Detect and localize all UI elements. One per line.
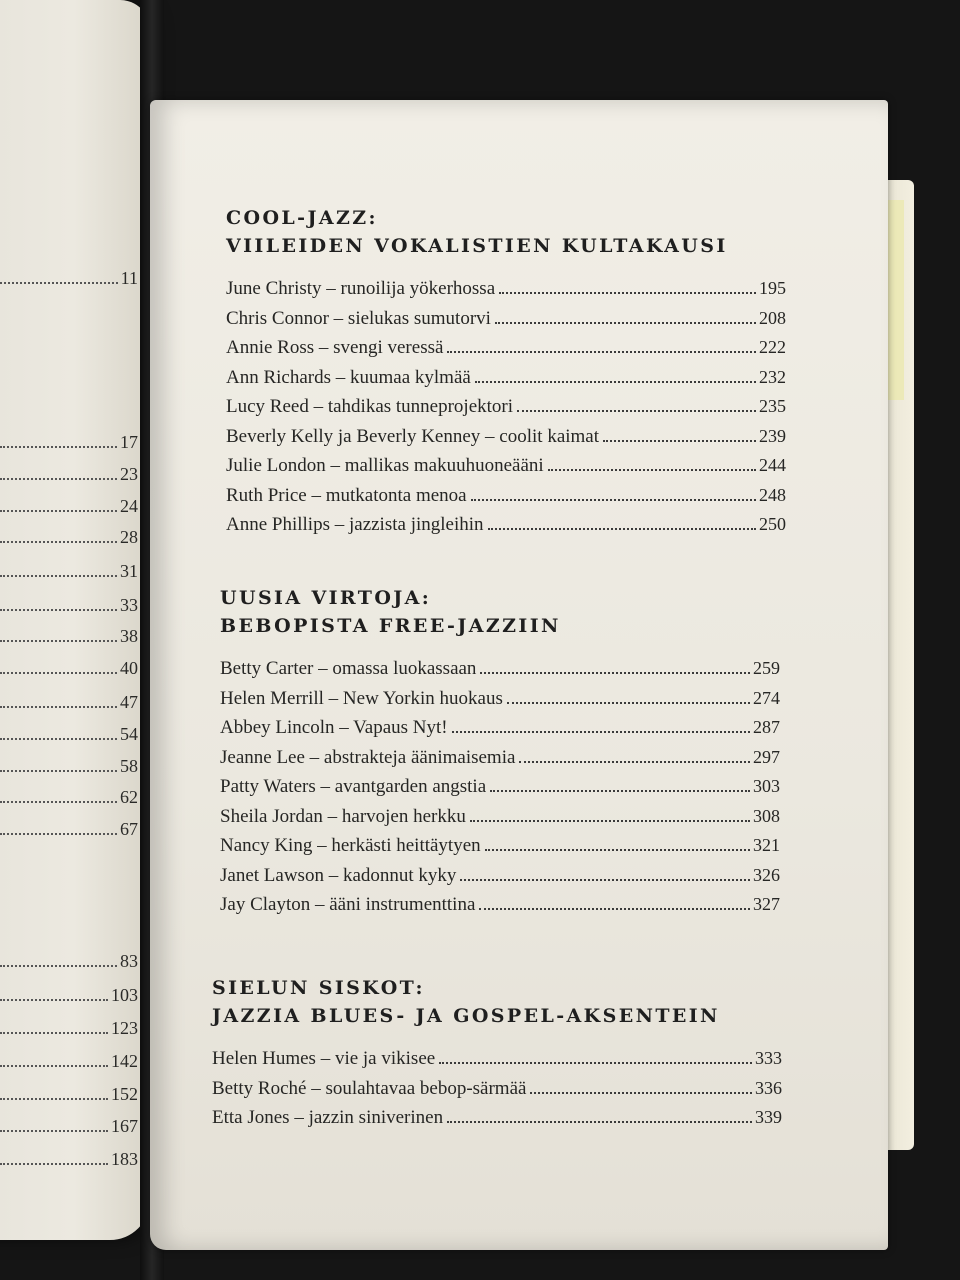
toc-entry-list [212, 1048, 782, 1137]
entry-title: Patty Waters – avantgarden angstia [220, 776, 487, 797]
section-heading [220, 584, 780, 640]
toc-entry-list [220, 658, 780, 924]
toc-entry [212, 1107, 782, 1137]
entry-title: Helen Humes – vie ja vikisee [212, 1048, 436, 1069]
section-heading [212, 974, 782, 1030]
left-toc-entry [0, 527, 138, 548]
left-toc-entry [0, 432, 138, 453]
page-number: 183 [111, 1149, 138, 1169]
page-number: 142 [111, 1051, 138, 1071]
leader-dots [517, 410, 756, 412]
page-number: 339 [755, 1107, 782, 1127]
toc-entry [220, 717, 780, 747]
left-toc-entry [0, 626, 138, 647]
leader-dots [460, 879, 750, 881]
toc-entry [226, 455, 786, 485]
page-number: 327 [753, 894, 780, 914]
page-number: 274 [753, 687, 780, 708]
entry-title: Ruth Price – mutkatonta menoa [226, 484, 467, 506]
page-number: 38 [120, 626, 138, 646]
leader-dots [439, 1062, 752, 1064]
toc-entry [226, 426, 786, 456]
left-toc-entry [0, 1084, 138, 1105]
leader-dots [519, 761, 750, 763]
page-number: 62 [120, 787, 138, 807]
entry-title: Janet Lawson – kadonnut kyky [220, 864, 457, 886]
left-toc-entry [0, 756, 138, 777]
leader-dots [488, 528, 756, 530]
page-number: 54 [120, 724, 138, 744]
left-page [0, 0, 150, 1240]
entry-title: Jay Clayton – ääni instrumenttina [220, 894, 476, 915]
left-toc-entry [0, 658, 138, 679]
left-toc-entry [0, 496, 138, 517]
toc-entry [220, 747, 780, 777]
page-number: 152 [111, 1084, 138, 1104]
left-toc-entry [0, 561, 138, 582]
page-number: 23 [120, 464, 138, 484]
entry-title: Ann Richards – kuumaa kylmää [226, 366, 471, 388]
toc-section-cool-jazz [226, 204, 786, 544]
page-number: 24 [120, 496, 138, 516]
entry-title: Julie London – mallikas makuuhuoneääni [226, 455, 544, 476]
leader-dots [548, 469, 756, 471]
entry-title: Jeanne Lee – abstrakteja äänimaisemia [220, 746, 516, 768]
leader-dots [447, 1121, 752, 1123]
toc-entry [226, 337, 786, 367]
toc-section-uusia-virtoja [220, 584, 780, 924]
leader-dots [452, 731, 750, 733]
page-number: 58 [120, 756, 138, 776]
leader-dots [475, 381, 756, 383]
page-number: 103 [111, 985, 138, 1005]
page-number: 222 [759, 337, 786, 357]
left-toc-entry [0, 1116, 138, 1137]
page-number: 235 [759, 396, 786, 416]
table-of-contents-page [150, 100, 888, 1250]
toc-entry [212, 1048, 782, 1078]
entry-title: Annie Ross – svengi veressä [226, 337, 444, 358]
leader-dots [485, 849, 750, 851]
page-number: 232 [759, 366, 786, 387]
page-number: 321 [753, 835, 780, 855]
entry-title: Beverly Kelly ja Beverly Kenney – coolit kaimat [226, 425, 600, 447]
page-number: 167 [111, 1116, 138, 1136]
entry-title: Sheila Jordan – harvojen herkku [220, 805, 466, 827]
toc-entry [226, 367, 786, 397]
page-number: 333 [755, 1048, 782, 1068]
leader-dots [603, 440, 756, 442]
section-heading-line1: UUSIA VIRTOJA: [220, 587, 432, 609]
toc-entry [226, 396, 786, 426]
page-number: 248 [759, 484, 786, 505]
left-toc-entry [0, 1018, 138, 1039]
left-toc-entry [0, 951, 138, 972]
toc-entry [226, 308, 786, 338]
left-toc-entry [0, 1051, 138, 1072]
left-toc-entry [0, 692, 138, 713]
toc-entry [220, 835, 780, 865]
entry-title: Anne Phillips – jazzista jingleihin [226, 514, 484, 535]
left-toc-entry [0, 724, 138, 745]
leader-dots [530, 1092, 752, 1094]
page-number: 259 [753, 658, 780, 678]
leader-dots [480, 672, 750, 674]
leader-dots [495, 322, 756, 324]
page-number: 28 [120, 527, 138, 547]
bookmark-tab [886, 200, 904, 400]
page-number: 308 [753, 805, 780, 826]
leader-dots [447, 351, 756, 353]
leader-dots [490, 790, 750, 792]
toc-entry [212, 1078, 782, 1108]
entry-title: Nancy King – herkästi heittäytyen [220, 835, 481, 856]
page-number: 195 [759, 278, 786, 298]
page-number: 123 [111, 1018, 138, 1038]
page-number: 83 [120, 951, 138, 971]
page-number: 250 [759, 514, 786, 534]
page-number: 208 [759, 307, 786, 328]
toc-section-sielun-siskot [212, 974, 782, 1137]
toc-entry [220, 688, 780, 718]
leader-dots [507, 702, 750, 704]
toc-entry [220, 806, 780, 836]
left-toc-entry [0, 819, 138, 840]
page-number: 47 [120, 692, 138, 712]
page-number: 297 [753, 746, 780, 767]
toc-entry [226, 514, 786, 544]
toc-entry [226, 278, 786, 308]
page-number: 17 [120, 432, 138, 452]
section-heading [226, 204, 786, 260]
entry-title: Abbey Lincoln – Vapaus Nyt! [220, 717, 448, 738]
page-number: 336 [755, 1077, 782, 1098]
leader-dots [470, 820, 750, 822]
page-number: 67 [120, 819, 138, 839]
entry-title: Betty Carter – omassa luokassaan [220, 658, 477, 679]
page-number: 33 [120, 595, 138, 615]
toc-entry-list [226, 278, 786, 544]
entry-title: Chris Connor – sielukas sumutorvi [226, 307, 491, 329]
left-toc-entry [0, 268, 138, 289]
page-number: 31 [120, 561, 138, 581]
page-number: 40 [120, 658, 138, 678]
section-heading-line1: SIELUN SISKOT: [212, 977, 425, 999]
leader-dots [479, 908, 750, 910]
toc-entry [220, 776, 780, 806]
entry-title: Helen Merrill – New Yorkin huokaus [220, 687, 503, 709]
section-heading-line2: JAZZIA BLUES- JA GOSPEL-AKSENTEIN [212, 1005, 720, 1027]
page-number: 303 [753, 776, 780, 796]
page-number: 244 [759, 455, 786, 475]
toc-entry [220, 894, 780, 924]
section-heading-line2: BEBOPISTA FREE-JAZZIIN [220, 615, 561, 637]
left-toc-entry [0, 1149, 138, 1170]
toc-entry [220, 658, 780, 688]
leader-dots [471, 499, 756, 501]
page-number: 326 [753, 864, 780, 885]
page-number: 11 [120, 268, 138, 288]
entry-title: Etta Jones – jazzin siniverinen [212, 1107, 444, 1128]
leader-dots [499, 292, 756, 294]
left-toc-entry [0, 787, 138, 808]
toc-entry [220, 865, 780, 895]
entry-title: Lucy Reed – tahdikas tunneprojektori [226, 396, 514, 417]
page-number: 239 [759, 425, 786, 446]
page-number: 287 [753, 717, 780, 737]
toc-entry [226, 485, 786, 515]
entry-title: Betty Roché – soulahtavaa bebop-särmää [212, 1077, 527, 1099]
section-heading-line2: VIILEIDEN VOKALISTIEN KULTAKAUSI [226, 235, 728, 257]
entry-title: June Christy – runoilija yökerhossa [226, 278, 496, 299]
section-heading-line1: COOL-JAZZ: [226, 207, 378, 229]
left-toc-entry [0, 464, 138, 485]
left-toc-entry [0, 985, 138, 1006]
left-toc-entry [0, 595, 138, 616]
